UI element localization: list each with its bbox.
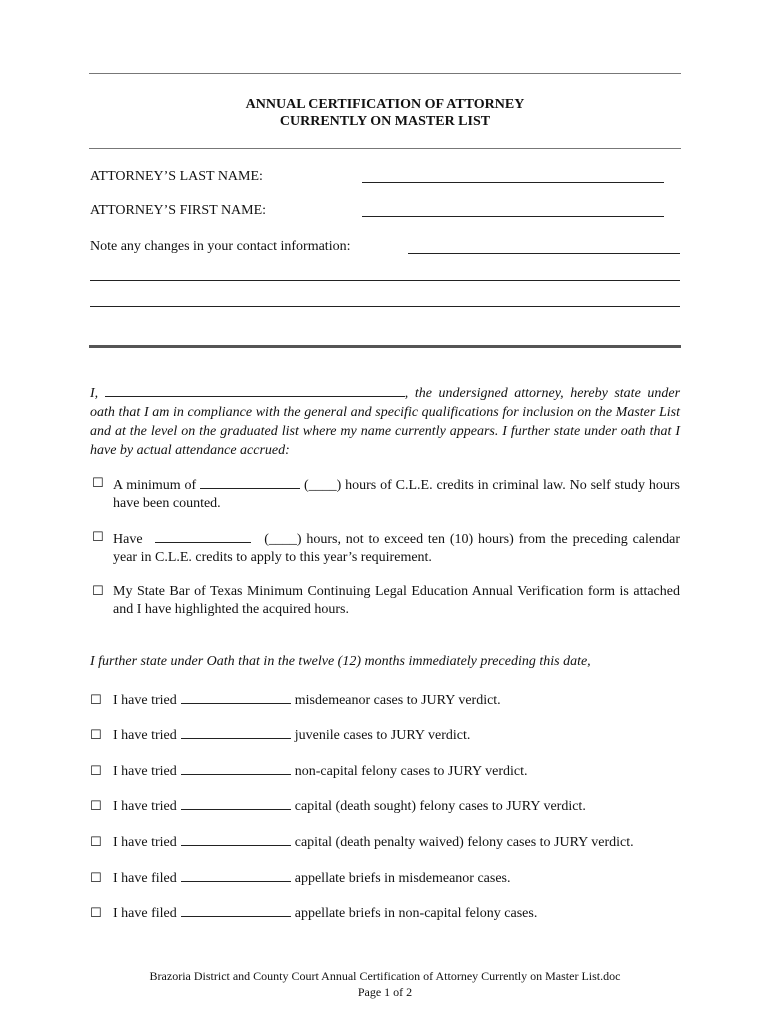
case-count-field[interactable] bbox=[181, 725, 291, 739]
case-row-5 bbox=[90, 832, 634, 852]
case-row-6 bbox=[90, 868, 511, 888]
title-bottom-rule bbox=[89, 148, 681, 149]
case-row-1 bbox=[90, 690, 501, 710]
case-checkbox[interactable] bbox=[90, 692, 113, 710]
state-bar-text: My State Bar of Texas Minimum Continuing Legal Education Annual Verification form is attached and I have highlighted the acquired hours. bbox=[113, 584, 680, 617]
contact-field-line-3[interactable] bbox=[90, 306, 680, 307]
last-name-label: ATTORNEY’S LAST NAME: bbox=[90, 169, 263, 184]
carryover-hours-checkbox[interactable] bbox=[92, 529, 104, 543]
case-count-field[interactable] bbox=[181, 761, 291, 775]
case-row-2 bbox=[90, 725, 470, 745]
further-statement: I further state under Oath that in the twelve (12) months immediately preceding this date, bbox=[90, 654, 591, 669]
case-verb: I have tried bbox=[113, 728, 177, 743]
case-text: juvenile cases to JURY verdict. bbox=[294, 728, 471, 743]
oath-text: , the undersigned attorney, hereby state under oath that I am in compliance with the general and specific qualifications for inclusion on the Master List and at the level on the graduated list where my name currently appears. I further state under oath that I have by actual attendance accrued: bbox=[90, 386, 681, 458]
contact-field-line-1[interactable] bbox=[408, 253, 680, 254]
case-verb: I have tried bbox=[113, 835, 177, 850]
footer-filename: Brazoria District and County Court Annual Certification of Attorney Currently on Master List.doc bbox=[149, 969, 621, 983]
minimum-hours-text-b: (____) hours of C.L.E. credits in criminal law. No self study hours have been counted. bbox=[113, 478, 681, 511]
case-checkbox[interactable] bbox=[90, 727, 113, 745]
first-name-label: ATTORNEY’S FIRST NAME: bbox=[90, 203, 267, 218]
title-line-2: CURRENTLY ON MASTER LIST bbox=[279, 114, 491, 129]
carryover-hours-field[interactable] bbox=[155, 529, 251, 543]
state-bar-item bbox=[90, 583, 680, 619]
case-verb: I have tried bbox=[113, 693, 177, 708]
oath-prefix: I, bbox=[90, 386, 99, 401]
case-verb: I have filed bbox=[113, 871, 177, 886]
case-text: capital (death sought) felony cases to JURY verdict. bbox=[294, 799, 586, 814]
page-footer bbox=[89, 968, 681, 1000]
case-checkbox[interactable] bbox=[90, 870, 113, 888]
case-text: non-capital felony cases to JURY verdict. bbox=[294, 764, 528, 779]
case-text: misdemeanor cases to JURY verdict. bbox=[294, 693, 501, 708]
minimum-hours-text-a: A minimum of bbox=[113, 478, 197, 493]
case-verb: I have tried bbox=[113, 764, 177, 779]
case-text: appellate briefs in misdemeanor cases. bbox=[294, 871, 511, 886]
document-title bbox=[89, 96, 681, 130]
case-checkbox[interactable] bbox=[90, 798, 113, 816]
carryover-hours-text-a: Have bbox=[113, 532, 143, 547]
case-row-4 bbox=[90, 796, 586, 816]
footer-page-number: Page 1 of 2 bbox=[357, 985, 413, 999]
case-count-field[interactable] bbox=[181, 690, 291, 704]
contact-changes-label: Note any changes in your contact information: bbox=[90, 239, 351, 254]
top-rule bbox=[89, 73, 681, 74]
case-verb: I have filed bbox=[113, 906, 177, 921]
carryover-hours-text-b: (____) hours, not to exceed ten (10) hours) from the preceding calendar year in C.L.E. credits to apply to this year’s requirement. bbox=[113, 532, 680, 565]
case-text: capital (death penalty waived) felony cases to JURY verdict. bbox=[294, 835, 634, 850]
case-text: appellate briefs in non-capital felony cases. bbox=[294, 906, 538, 921]
oath-paragraph bbox=[90, 384, 680, 460]
contact-field-line-2[interactable] bbox=[90, 280, 680, 281]
case-count-field[interactable] bbox=[181, 796, 291, 810]
case-checkbox[interactable] bbox=[90, 834, 113, 852]
state-bar-checkbox[interactable] bbox=[92, 583, 104, 597]
title-line-1: ANNUAL CERTIFICATION OF ATTORNEY bbox=[245, 97, 525, 112]
case-count-field[interactable] bbox=[181, 903, 291, 917]
case-count-field[interactable] bbox=[181, 868, 291, 882]
minimum-hours-item bbox=[90, 475, 680, 513]
case-row-3 bbox=[90, 761, 528, 781]
attorney-name-field[interactable] bbox=[105, 384, 405, 397]
case-checkbox[interactable] bbox=[90, 763, 113, 781]
minimum-hours-checkbox[interactable] bbox=[92, 475, 104, 489]
last-name-field[interactable] bbox=[362, 182, 664, 183]
minimum-hours-field[interactable] bbox=[200, 475, 300, 489]
case-count-field[interactable] bbox=[181, 832, 291, 846]
case-verb: I have tried bbox=[113, 799, 177, 814]
case-row-7 bbox=[90, 903, 537, 923]
first-name-field[interactable] bbox=[362, 216, 664, 217]
section-divider bbox=[89, 345, 681, 348]
case-checkbox[interactable] bbox=[90, 905, 113, 923]
carryover-hours-item bbox=[90, 529, 680, 567]
